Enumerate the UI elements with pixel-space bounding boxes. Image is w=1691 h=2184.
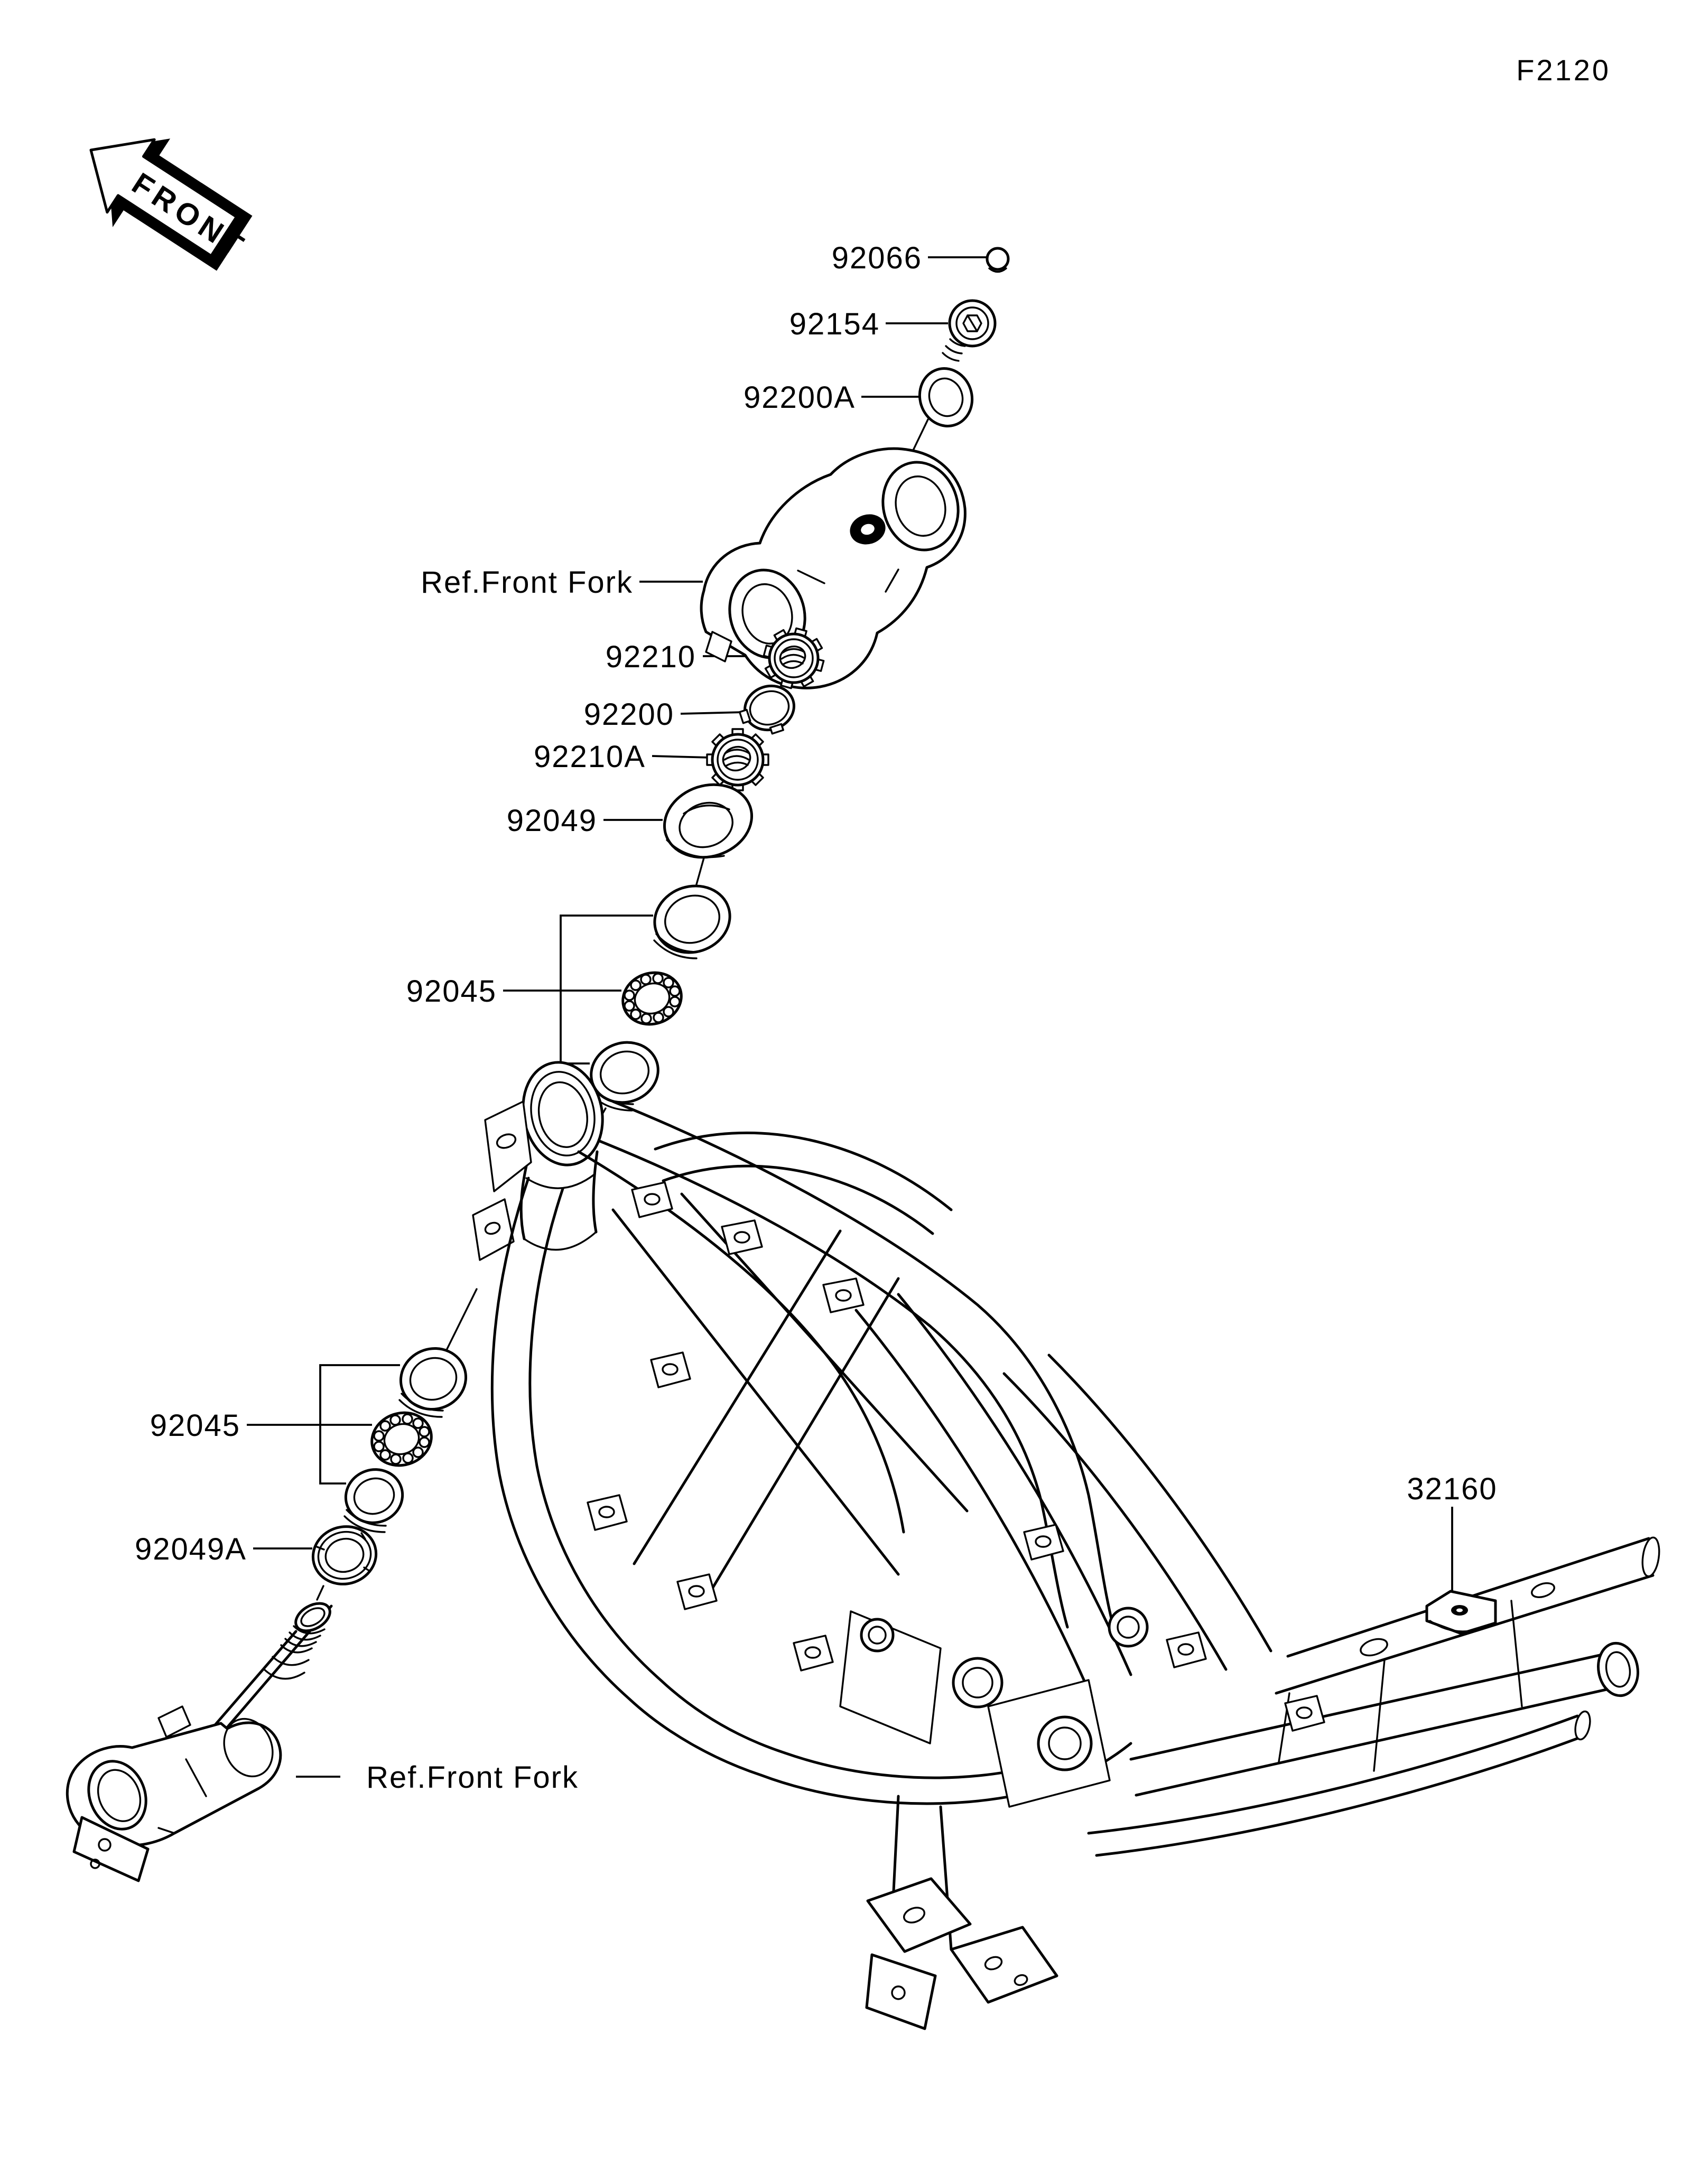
part-label-92200: 92200: [583, 697, 674, 732]
part-label-92210a: 92210A: [534, 740, 646, 774]
part-label-92045-lower: 92045: [150, 1408, 240, 1443]
part-92066-plug: [987, 248, 1008, 272]
upper-bearing-cage: [616, 965, 688, 1032]
part-92200a-washer: [912, 362, 979, 433]
leader-92210a: [652, 756, 711, 758]
part-label-92045-upper: 92045: [406, 974, 497, 1009]
leader-92200: [681, 712, 744, 714]
part-label-92049a: 92049A: [135, 1532, 247, 1566]
frame-body: [473, 1055, 1661, 2029]
part-92154-cap: [943, 301, 995, 361]
lower-triple-clamp: [67, 1598, 335, 1881]
part-92045-lower-bearing-set: [339, 1340, 473, 1532]
part-92049-bearing-cover: [655, 773, 761, 868]
figure-code: F2120: [1516, 53, 1611, 87]
axis-line-6: [317, 1586, 323, 1600]
ref-label-front-fork-upper: Ref.Front Fork: [421, 565, 633, 600]
frame-head-tube: [473, 1055, 612, 1260]
part-label-92200a: 92200A: [744, 380, 856, 415]
part-label-92049: 92049: [506, 804, 597, 838]
part-label-92066: 92066: [831, 241, 922, 275]
axis-line-3: [696, 858, 704, 884]
part-label-92154: 92154: [789, 307, 880, 341]
part-92210a-locknut: [707, 729, 768, 790]
upper-triple-clamp: [701, 449, 968, 688]
frame-pivot-cluster: [840, 1608, 1147, 2029]
part-label-32160: 32160: [1407, 1472, 1498, 1506]
lower-race-top: [393, 1340, 473, 1418]
part-label-92210: 92210: [605, 640, 696, 674]
front-arrow-label: FRONT: [126, 166, 254, 266]
lower-race-bottom: [339, 1462, 410, 1532]
ref-label-front-fork-lower: Ref.Front Fork: [366, 1760, 579, 1795]
bracket-32160: [1427, 1591, 1495, 1634]
upper-race-top: [646, 876, 738, 962]
front-direction-arrow: [62, 106, 274, 294]
part-92045-upper-bearing-set: [583, 876, 739, 1111]
